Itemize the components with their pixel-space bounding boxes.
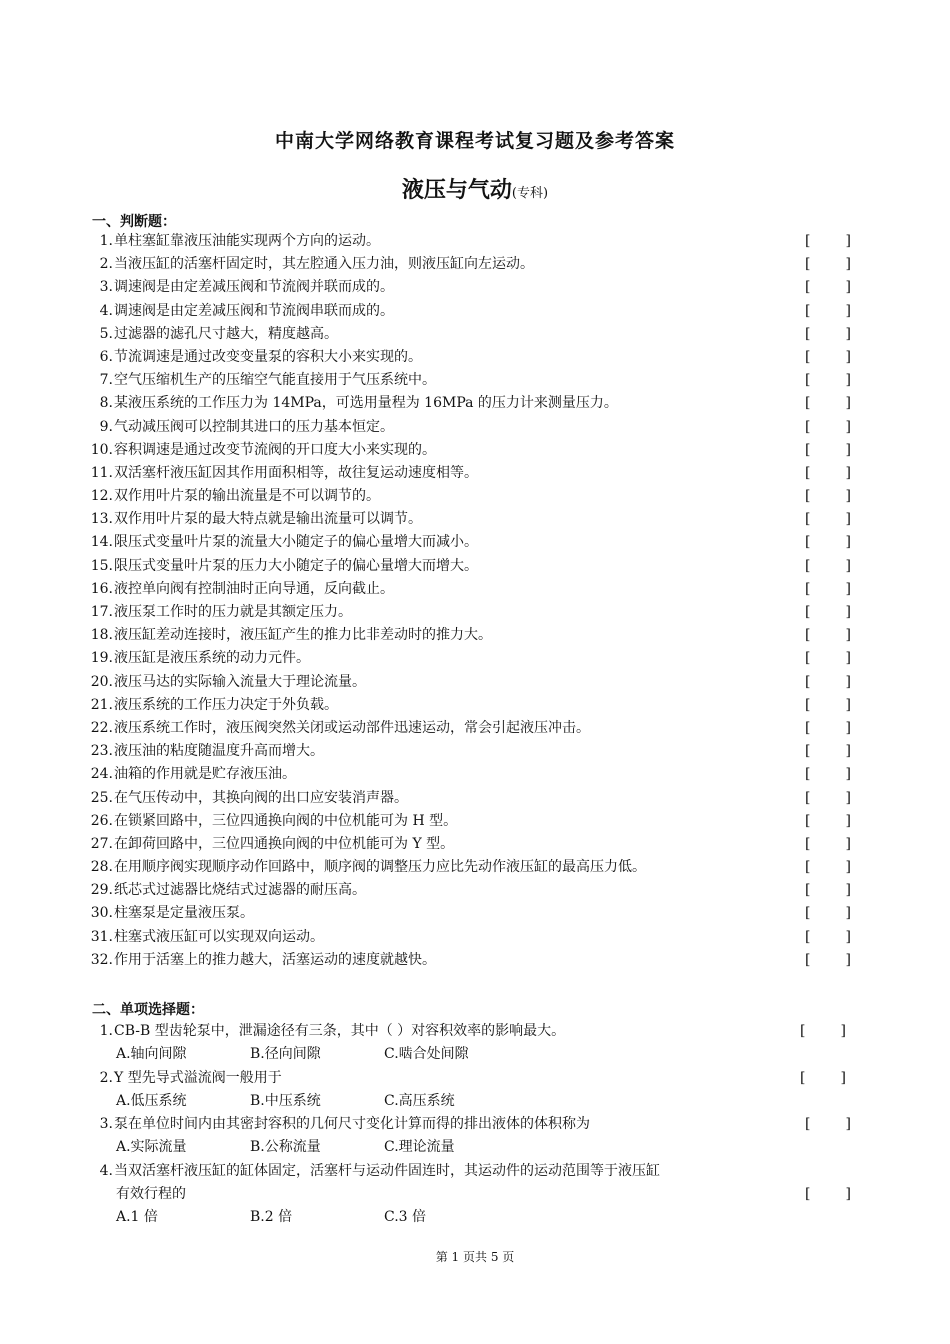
question-text: 在锁紧回路中，三位四通换向阀的中位机能可为 H 型。 (114, 812, 458, 829)
option-c: C.3 倍 (384, 1209, 427, 1226)
option-b: B.中压系统 (250, 1092, 321, 1109)
question-number: 4. (99, 302, 113, 319)
question-number: 17. (90, 604, 113, 620)
question-text: 调速阀是由定差减压阀和节流阀串联而成的。 (114, 302, 394, 319)
mc-question: 2. Y 型先导式溢流阀一般用于 [ ] (0, 1067, 950, 1090)
question-text: 液压缸是液压系统的动力元件。 (114, 650, 310, 667)
document-title: 中南大学网络教育课程考试复习题及参考答案 (274, 130, 675, 152)
mc-options (0, 1043, 950, 1066)
question-number: 11. (90, 464, 113, 481)
mc-question: 1. CB-B 型齿轮泵中，泄漏途径有三条，其中（ ）对容积效率的影响最大。 [ ] (0, 1020, 950, 1043)
question-text: 过滤器的滤孔尺寸越大，精度越高。 (114, 325, 338, 342)
question-row: 12. 双作用叶片泵的输出流量是不可以调节的。 [ ] (0, 485, 950, 508)
question-text: 作用于活塞上的推力越大，活塞运动的速度就越快。 (114, 951, 436, 968)
question-row: 6. 节流调速是通过改变变量泵的容积大小来实现的。 [ ] (0, 346, 950, 369)
option-b: B.径向间隙 (250, 1046, 321, 1063)
question-text: 调速阀是由定差减压阀和节流阀并联而成的。 (114, 279, 394, 296)
mc-question: 3. 泵在单位时间内由其密封容积的几何尺寸变化计算而得的排出液体的体积称为 [ ] (0, 1113, 950, 1136)
question-text: 限压式变量叶片泵的压力大小随定子的偏心量增大而增大。 (114, 557, 478, 574)
mc-options (0, 1206, 950, 1229)
question-text: CB-B 型齿轮泵中，泄漏途径有三条，其中（ ）对容积效率的影响最大。 (114, 1023, 566, 1039)
question-number: 31. (90, 928, 113, 945)
question-row: 24. 油箱的作用就是贮存液压油。 [ ] (0, 763, 950, 786)
question-row: 5. 过滤器的滤孔尺寸越大，精度越高。 [ ] (0, 323, 950, 346)
question-row: 2. 当液压缸的活塞杆固定时，其左腔通入压力油，则液压缸向左运动。 [ ] (0, 253, 950, 276)
option-b: B.2 倍 (250, 1209, 293, 1226)
question-row: 16. 液控单向阀有控制油时正向导通，反向截止。 [ ] (0, 578, 950, 601)
question-text: 液控单向阀有控制油时正向导通，反向截止。 (114, 580, 394, 597)
question-row: 17. 液压泵工作时的压力就是其额定压力。 [ ] (0, 601, 950, 624)
option-c: C.理论流量 (384, 1139, 455, 1156)
question-row: 25. 在气压传动中，其换向阀的出口应安装消声器。 [ ] (0, 787, 950, 810)
option-a: A.1 倍 (116, 1209, 158, 1226)
question-text: 气动减压阀可以控制其进口的压力基本恒定。 (114, 418, 394, 435)
question-text: 在卸荷回路中，三位四通换向阀的中位机能可为 Y 型。 (114, 835, 455, 852)
option-c: C.高压系统 (384, 1092, 455, 1109)
question-number: 3. (99, 1116, 113, 1133)
question-number: 32. (90, 951, 113, 968)
question-text: 液压缸差动连接时，液压缸产生的推力比非差动时的推力大。 (114, 627, 492, 644)
question-text: 液压系统工作时，液压阀突然关闭或运动部件迅速运动，常会引起液压冲击。 (114, 719, 590, 736)
section-heading-true-false: 一、判断题： (92, 214, 176, 230)
question-row: 18. 液压缸差动连接时，液压缸产生的推力比非差动时的推力大。 [ ] (0, 624, 950, 647)
option-a: A.实际流量 (116, 1139, 187, 1156)
section-heading-multiple-choice: 二、单项选择题： (92, 1002, 204, 1018)
multiple-choice-list (0, 1020, 950, 1230)
question-text: 限压式变量叶片泵的流量大小随定子的偏心量增大而减小。 (114, 534, 478, 551)
question-text: 柱塞泵是定量液压泵。 (114, 905, 254, 922)
option-b: B.公称流量 (250, 1139, 321, 1156)
question-number: 1. (99, 1023, 113, 1039)
question-row: 10. 容积调速是通过改变节流阀的开口度大小来实现的。 [ ] (0, 439, 950, 462)
question-text-continued: 有效行程的 (116, 1186, 186, 1203)
mc-question (0, 1160, 950, 1183)
question-text: 油箱的作用就是贮存液压油。 (114, 766, 296, 783)
question-text: 当液压缸的活塞杆固定时，其左腔通入压力油，则液压缸向左运动。 (114, 256, 534, 273)
course-title (0, 173, 950, 204)
question-text: 某液压系统的工作压力为 14MPa，可选用量程为 16MPa 的压力计来测量压力。 (114, 395, 618, 412)
question-row: 4. 调速阀是由定差减压阀和节流阀串联而成的。 [ ] (0, 300, 950, 323)
question-row: 26. 在锁紧回路中，三位四通换向阀的中位机能可为 H 型。 [ ] (0, 810, 950, 833)
question-number: 26. (90, 812, 113, 829)
question-number: 28. (90, 859, 113, 876)
mc-options (0, 1136, 950, 1159)
question-text: 纸芯式过滤器比烧结式过滤器的耐压高。 (114, 882, 366, 899)
question-number: 27. (90, 835, 113, 852)
question-number: 9. (99, 418, 113, 435)
question-number: 24. (90, 766, 113, 783)
question-number: 12. (90, 488, 113, 505)
question-number: 7. (99, 372, 113, 389)
question-text: 双活塞杆液压缸因其作用面积相等，故往复运动速度相等。 (114, 464, 478, 481)
question-text: 在用顺序阀实现顺序动作回路中，顺序阀的调整压力应比先动作液压缸的最高压力低。 (114, 859, 646, 876)
question-row: 29. 纸芯式过滤器比烧结式过滤器的耐压高。 [ ] (0, 879, 950, 902)
question-row: 1. 单柱塞缸靠液压油能实现两个方向的运动。 [ ] (0, 230, 950, 253)
question-text: 双作用叶片泵的输出流量是不可以调节的。 (114, 488, 380, 505)
option-a: A.低压系统 (116, 1092, 187, 1109)
option-a: A.轴向间隙 (116, 1046, 187, 1063)
question-text: 在气压传动中，其换向阀的出口应安装消声器。 (114, 789, 408, 806)
true-false-list (0, 230, 950, 972)
question-number: 30. (90, 905, 113, 922)
question-text: 液压油的粘度随温度升高而增大。 (114, 743, 324, 760)
question-number: 21. (90, 696, 113, 713)
question-number: 4. (99, 1162, 113, 1179)
question-number: 10. (90, 441, 113, 458)
option-c: C.啮合处间隙 (384, 1046, 469, 1063)
question-row: 27. 在卸荷回路中，三位四通换向阀的中位机能可为 Y 型。 [ ] (0, 833, 950, 856)
question-row: 30. 柱塞泵是定量液压泵。 [ ] (0, 902, 950, 925)
question-number: 13. (90, 511, 113, 528)
question-text: 液压泵工作时的压力就是其额定压力。 (114, 604, 352, 620)
question-row: 3. 调速阀是由定差减压阀和节流阀并联而成的。 [ ] (0, 276, 950, 299)
question-row: 14. 限压式变量叶片泵的流量大小随定子的偏心量增大而减小。 [ ] (0, 531, 950, 554)
question-row: 20. 液压马达的实际输入流量大于理论流量。 [ ] (0, 671, 950, 694)
course-name: 液压与气动 (401, 177, 512, 203)
question-text: 泵在单位时间内由其密封容积的几何尺寸变化计算而得的排出液体的体积称为 (114, 1116, 590, 1133)
page-footer: 第 1 页共 5 页 (435, 1250, 515, 1264)
question-number: 22. (90, 719, 113, 736)
question-number: 14. (90, 534, 113, 551)
question-text: Y 型先导式溢流阀一般用于 (114, 1069, 282, 1086)
question-row: 9. 气动减压阀可以控制其进口的压力基本恒定。 [ ] (0, 416, 950, 439)
question-number: 20. (90, 673, 113, 690)
question-row: 31. 柱塞式液压缸可以实现双向运动。 [ ] (0, 926, 950, 949)
question-text: 空气压缩机生产的压缩空气能直接用于气压系统中。 (114, 372, 436, 389)
question-number: 8. (99, 395, 113, 412)
question-text: 柱塞式液压缸可以实现双向运动。 (114, 928, 324, 945)
question-text: 容积调速是通过改变节流阀的开口度大小来实现的。 (114, 441, 436, 458)
question-row: 19. 液压缸是液压系统的动力元件。 [ ] (0, 647, 950, 670)
question-text: 双作用叶片泵的最大特点就是输出流量可以调节。 (114, 511, 422, 528)
question-number: 6. (99, 348, 113, 365)
question-row: 28. 在用顺序阀实现顺序动作回路中，顺序阀的调整压力应比先动作液压缸的最高压力低。 [ ] (0, 856, 950, 879)
question-text: 液压马达的实际输入流量大于理论流量。 (114, 673, 366, 690)
question-text: 液压系统的工作压力决定于外负载。 (114, 696, 338, 713)
question-row: 23. 液压油的粘度随温度升高而增大。 [ ] (0, 740, 950, 763)
question-number: 18. (90, 627, 113, 644)
question-row: 7. 空气压缩机生产的压缩空气能直接用于气压系统中。 [ ] (0, 369, 950, 392)
question-number: 19. (90, 650, 113, 667)
question-row: 8. 某液压系统的工作压力为 14MPa，可选用量程为 16MPa 的压力计来测量压力。 [ ] (0, 392, 950, 415)
mc-options (0, 1090, 950, 1113)
question-row: 13. 双作用叶片泵的最大特点就是输出流量可以调节。 [ ] (0, 508, 950, 531)
question-number: 16. (90, 580, 113, 597)
question-row: 22. 液压系统工作时，液压阀突然关闭或运动部件迅速运动，常会引起液压冲击。 [ ] (0, 717, 950, 740)
question-text: 单柱塞缸靠液压油能实现两个方向的运动。 (114, 233, 380, 249)
question-text: 节流调速是通过改变变量泵的容积大小来实现的。 (114, 348, 422, 365)
mc-question-continued: 有效行程的 [ ] (0, 1183, 950, 1206)
question-number: 2. (99, 1069, 113, 1086)
question-row: 15. 限压式变量叶片泵的压力大小随定子的偏心量增大而增大。 [ ] (0, 555, 950, 578)
question-number: 5. (99, 325, 113, 342)
question-row: 21. 液压系统的工作压力决定于外负载。 [ ] (0, 694, 950, 717)
course-level: (专科) (511, 186, 549, 201)
question-row: 32. 作用于活塞上的推力越大，活塞运动的速度就越快。 [ ] (0, 949, 950, 972)
question-number: 3. (99, 279, 113, 296)
question-number: 2. (99, 256, 113, 273)
question-number: 15. (90, 557, 113, 574)
question-number: 25. (90, 789, 113, 806)
question-number: 23. (90, 743, 113, 760)
question-text: 当双活塞杆液压缸的缸体固定，活塞杆与运动件固连时，其运动件的运动范围等于液压缸 (114, 1162, 660, 1179)
question-row: 11. 双活塞杆液压缸因其作用面积相等，故往复运动速度相等。 [ ] (0, 462, 950, 485)
question-number: 29. (90, 882, 113, 899)
question-number: 1. (99, 233, 113, 249)
